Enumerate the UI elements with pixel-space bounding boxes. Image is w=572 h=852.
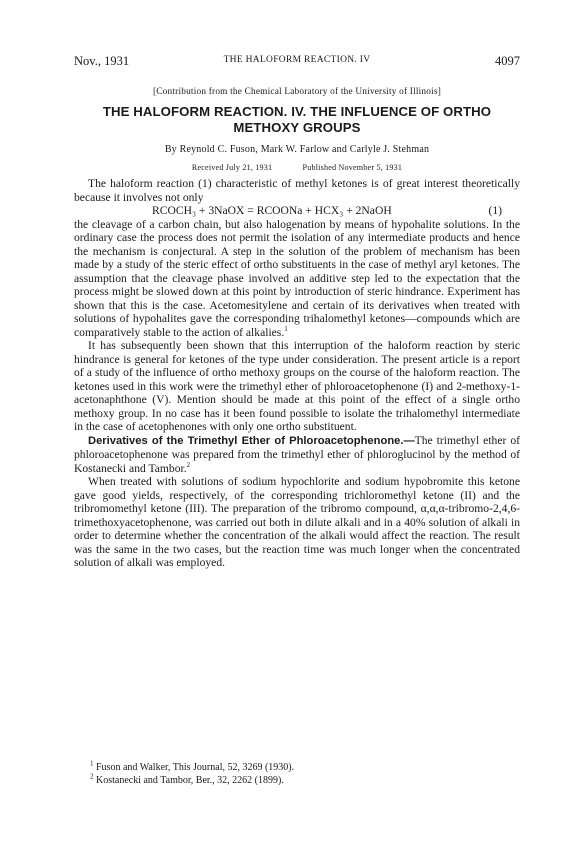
header-running-title: THE HALOFORM REACTION. IV [223, 55, 371, 65]
running-header [74, 54, 520, 70]
paragraph-1b [74, 218, 520, 340]
paragraph-4: When treated with solutions of sodium hypochlorite and sodium hypobromite this ketone gave good yields, respectively, of the corresponding trichloromethyl ketone (II) and the tribromomethyl ketone (III). The preparation of the tribromo compound, α,α,α-tribromo-2,4,6-trimethoxyacetophenone, was carried out both in dilute alkali and in a 40% solution of alkali in order to determine whether the concentration of the alkali would affect the reaction. The result was the same in the two cases, but the reaction time was much longer when the concentrated solution of alkali was employed. [74, 475, 520, 569]
article-body [74, 177, 520, 570]
header-page-number: 4097 [495, 54, 520, 68]
equation-text: RCOCH₃ + 3NaOX = RCOONa + HCX₃ + 2NaOH [152, 204, 392, 217]
paragraph-2: It has subsequently been shown that this interruption of the haloform reaction by steric hindrance is general for ketones of the type under consideration. The present article is a report of a study of the influence of ortho methoxy groups on the course of the haloform reaction. The ketones used in this work were the trimethyl ether of phloroacetophenone (I) and 2-methoxy-1-acetonaphthone (V). Mention should be made at this point of the effect of a single ortho methoxy group. In no case has it been found possible to isolate the trihalomethyl intermediate in the case of acetophenones with only one ortho substituent. [74, 339, 520, 433]
published-date: Published November 5, 1931 [302, 163, 403, 172]
paragraph-3 [74, 434, 520, 476]
footnote-2 [90, 774, 536, 787]
title-line-2: METHOXY GROUPS [233, 120, 361, 135]
section-heading: Derivatives of the Trimethyl Ether of Phloroacetophenone.— [88, 434, 415, 447]
footnote-ref-1: 1 [284, 324, 288, 333]
paragraph-1a: The haloform reaction (1) characteristic of methyl ketones is of great interest theoretically because it involves not only [74, 177, 520, 204]
footnote-1-text: Fuson and Walker, This Journal, 52, 3269 (1930). [96, 762, 295, 773]
paragraph-3-text: The trimethyl ether of phloroacetophenone was prepared from the trimethyl ether of phloroglucinol by the method of Kostanecki and Tambor. [74, 433, 520, 475]
paragraph-1b-text: the cleavage of a carbon chain, but also halogenation by means of hypohalite solutions. In the ordinary case the process does not permit the isolation of any intermediate products and hence the mechanism is conjectural. A step in the solution of the problem of mechanism has been made by a study of the steric effect of ortho substituents in the case of methyl aryl ketones. The assumption that the cleavage phase involved an additive step led to the expectation that the process might be slowed down at this point by introduction of steric hindrance. Experiment has shown that this is the case. Acetomesitylene and certain of its derivatives when treated with solutions of hypohalites gave the corresponding trihalomethyl ketones—compounds which are comparatively stable to the action of alkalies. [74, 217, 520, 339]
equation-number: (1) [488, 204, 502, 217]
article-title [74, 104, 520, 136]
footnote-2-mark: 2 [90, 772, 94, 781]
header-date: Nov., 1931 [74, 54, 130, 68]
footnote-1-mark: 1 [90, 759, 94, 768]
footnote-2-text: Kostanecki and Tambor, Ber., 32, 2262 (1899). [96, 775, 284, 786]
dates-line [74, 163, 520, 172]
contribution-line: [Contribution from the Chemical Laboratory of the University of Illinois] [152, 87, 442, 97]
footnote-ref-2: 2 [186, 460, 191, 469]
equation-1 [74, 204, 520, 218]
title-line-1: THE HALOFORM REACTION. IV. THE INFLUENCE OF ORTHO [102, 104, 492, 119]
received-date: Received July 21, 1931 [191, 163, 273, 172]
author-line: By Reynold C. Fuson, Mark W. Farlow and Carlyle J. Stehman [164, 144, 430, 155]
footnotes [74, 761, 536, 787]
footnote-1 [90, 761, 536, 774]
